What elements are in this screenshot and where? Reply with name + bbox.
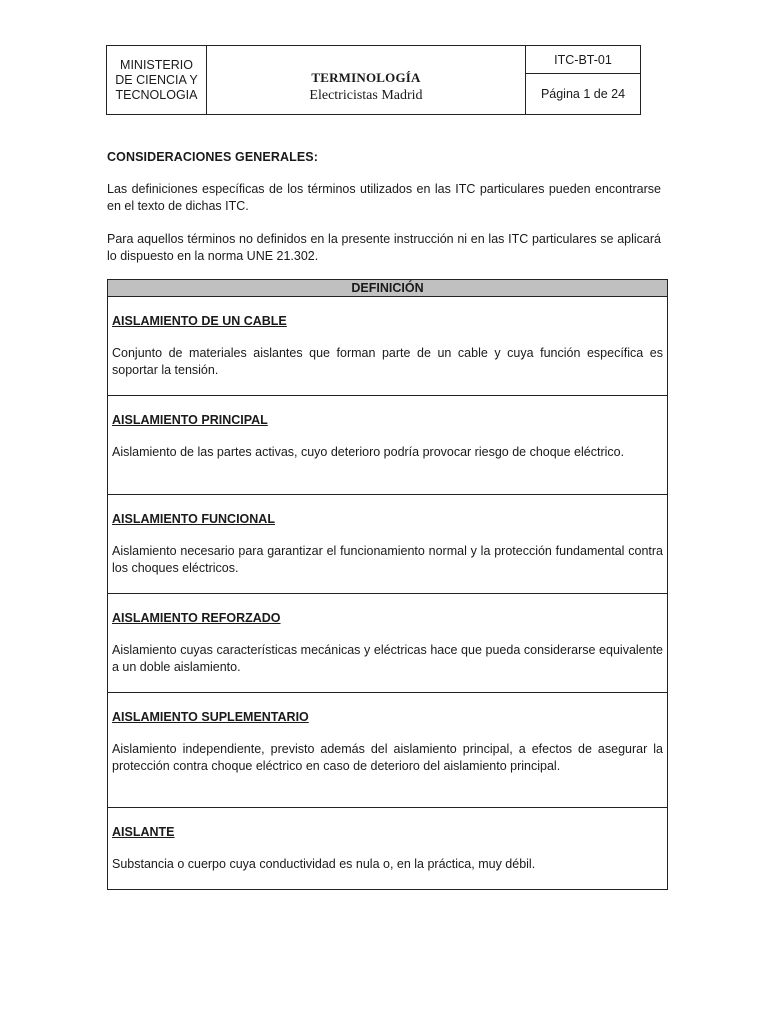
definition-row [108, 693, 668, 808]
definition-term: AISLAMIENTO REFORZADO [112, 611, 281, 625]
ministry-line: DE CIENCIA Y [115, 72, 198, 87]
title-cell [207, 46, 526, 115]
section-heading: CONSIDERACIONES GENERALES: [107, 150, 318, 164]
definition-row [108, 808, 668, 890]
definition-term: AISLAMIENTO FUNCIONAL [112, 512, 275, 526]
intro-paragraph: Las definiciones específicas de los términos utilizados en las ITC particulares pueden encontrarse en el texto de dichas ITC. [107, 182, 661, 213]
page-number: Página 1 de 24 [526, 74, 641, 115]
document-subtitle: Electricistas Madrid [309, 88, 423, 103]
definition-row [108, 495, 668, 594]
definition-term: AISLAMIENTO PRINCIPAL [112, 413, 268, 427]
intro-paragraph: Para aquellos términos no definidos en la presente instrucción ni en las ITC particulares se aplicará lo dispuesto en la norma UNE 21.302. [107, 232, 661, 263]
ministry-line: TECNOLOGIA [115, 87, 198, 102]
definitions-table [107, 279, 668, 890]
definition-description: Aislamiento de las partes activas, cuyo deterioro podría provocar riesgo de choque eléctrico. [112, 445, 625, 459]
definitions-header: DEFINICIÓN [108, 280, 668, 297]
definition-term: AISLAMIENTO DE UN CABLE [112, 314, 287, 328]
definition-description: Aislamiento cuyas características mecánicas y eléctricas hace que pueda considerarse equivalente a un doble aislamiento. [112, 643, 663, 674]
definition-description: Substancia o cuerpo cuya conductividad es nula o, en la práctica, muy débil. [112, 857, 536, 871]
definition-term: AISLAMIENTO SUPLEMENTARIO [112, 710, 309, 724]
definition-term: AISLANTE [112, 825, 175, 839]
document-title: TERMINOLOGÍA [311, 70, 421, 85]
definition-row [108, 396, 668, 495]
definition-row [108, 297, 668, 396]
definition-description: Conjunto de materiales aislantes que forman parte de un cable y cuya función específica es soportar la tensión. [112, 346, 663, 377]
definition-description: Aislamiento necesario para garantizar el funcionamiento normal y la protección fundamental contra los choques eléctricos. [112, 544, 663, 575]
definition-row [108, 594, 668, 693]
ministry-cell [107, 46, 207, 115]
ministry-line: MINISTERIO [120, 57, 193, 72]
document-header [106, 45, 641, 115]
doc-code: ITC-BT-01 [526, 46, 641, 74]
definition-description: Aislamiento independiente, previsto además del aislamiento principal, a efectos de asegurar la protección contra choque eléctrico en caso de deterioro del aislamiento principal. [112, 742, 663, 773]
